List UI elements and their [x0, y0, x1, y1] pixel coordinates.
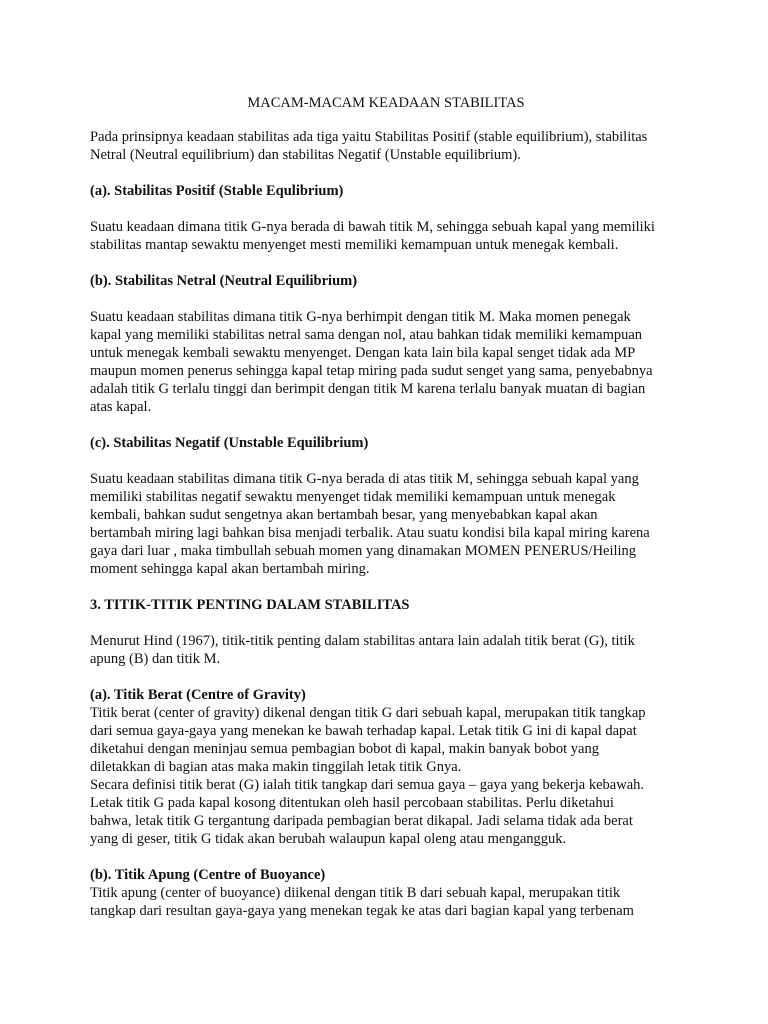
paragraph-line: diletakkan di bagian atas maka makin tinggilah letak titik Gnya. — [90, 759, 462, 775]
document-title: MACAM-MACAM KEADAAN STABILITAS — [247, 95, 525, 111]
paragraph-line: apung (B) dan titik M. — [90, 651, 221, 667]
paragraph-line: tangkap dari resultan gaya-gaya yang menekan tegak ke atas dari bagian kapal yang terbenam — [90, 903, 634, 919]
paragraph-line: Letak titik G pada kapal kosong ditentukan oleh hasil percobaan stabilitas. Perlu diketahui — [90, 795, 614, 811]
intro-line: Pada prinsipnya keadaan stabilitas ada tiga yaitu Stabilitas Positif (stable equilibrium), stabilitas — [90, 129, 648, 145]
paragraph-line: gaya dari luar , maka timbullah sebuah momen yang dinamakan MOMEN PENERUS/Heiling — [90, 543, 637, 559]
paragraph-line: memiliki stabilitas negatif sewaktu menyenget tidak memiliki kemampuan untuk menegak — [90, 489, 616, 505]
paragraph-line: dari semua gaya-gaya yang menekan ke bawah terhadap kapal. Letak titik G ini di kapal dapat — [90, 723, 637, 739]
paragraph-line: untuk menegak kembali sewaktu menyenget. Dengan kata lain bila kapal senget tidak ada MP — [90, 345, 636, 361]
section-3b-paragraph — [90, 884, 690, 920]
paragraph-line: moment sehingga kapal akan bertambah miring. — [90, 561, 370, 577]
paragraph-line: adalah titik G terlalu tinggi dan berimpit dengan titik M karena terlalu banyak muatan di bagian — [90, 381, 646, 397]
intro-paragraph — [90, 128, 690, 164]
paragraph-line: bertambah miring lagi bahkan bisa menjadi terbalik. Atau suatu kondisi bila kapal miring karena — [90, 525, 650, 541]
paragraph-line: Titik apung (center of buoyance) diikenal dengan titik B dari sebuah kapal, merupakan titik — [90, 885, 621, 901]
section-3-heading: 3. TITIK-TITIK PENTING DALAM STABILITAS — [90, 597, 410, 613]
section-a-heading: (a). Stabilitas Positif (Stable Equlibrium) — [90, 183, 344, 199]
paragraph-line: Menurut Hind (1967), titik-titik penting dalam stabilitas antara lain adalah titik berat (G), titik — [90, 633, 635, 649]
paragraph-line: bahwa, letak titik G tergantung daripada pembagian berat dikapal. Jadi selama tidak ada berat — [90, 813, 633, 829]
paragraph-line: Suatu keadaan stabilitas dimana titik G-nya berada di atas titik M, sehingga sebuah kapal yang — [90, 471, 639, 487]
section-c-paragraph — [90, 470, 690, 578]
paragraph-line: Titik berat (center of gravity) dikenal dengan titik G dari sebuah kapal, merupakan titik tangkap — [90, 705, 646, 721]
paragraph-line: kapal yang memiliki stabilitas netral sama dengan nol, atau bahkan tidak memiliki kemampuan — [90, 327, 643, 343]
paragraph-line: kembali, bahkan sudut sengetnya akan bertambah besar, yang menyebabkan kapal akan — [90, 507, 598, 523]
document-page — [90, 94, 690, 938]
paragraph-line: yang di geser, titik G tidak akan berubah walaupun kapal oleng atau mengangguk. — [90, 831, 567, 847]
paragraph-line: Secara definisi titik berat (G) ialah titik tangkap dari semua gaya – gaya yang bekerja kebawah. — [90, 777, 645, 793]
paragraph-line: diketahui dengan meninjau semua pembagian bobot di kapal, makin banyak bobot yang — [90, 741, 599, 757]
section-3a-paragraph — [90, 704, 690, 848]
section-b-paragraph — [90, 308, 690, 416]
section-3b-heading: (b). Titik Apung (Centre of Buoyance) — [90, 867, 326, 883]
section-b-heading: (b). Stabilitas Netral (Neutral Equilibrium) — [90, 273, 358, 289]
section-a-paragraph — [90, 218, 690, 254]
intro-line: Netral (Neutral equilibrium) dan stabilitas Negatif (Unstable equilibrium). — [90, 147, 521, 163]
paragraph-line: atas kapal. — [90, 399, 152, 415]
paragraph-line: maupun momen penerus sehingga kapal tetap miring pada sudut senget yang sama, penyebabnya — [90, 363, 653, 379]
paragraph-line: stabilitas mantap sewaktu menyenget mesti memiliki kemampuan untuk menegak kembali. — [90, 237, 619, 253]
section-3a-heading: (a). Titik Berat (Centre of Gravity) — [90, 687, 306, 703]
section-c-heading: (c). Stabilitas Negatif (Unstable Equilibrium) — [90, 435, 369, 451]
paragraph-line: Suatu keadaan dimana titik G-nya berada di bawah titik M, sehingga sebuah kapal yang memiliki — [90, 219, 655, 235]
paragraph-line: Suatu keadaan stabilitas dimana titik G-nya berhimpit dengan titik M. Maka momen penegak — [90, 309, 631, 325]
section-3-paragraph — [90, 632, 690, 668]
